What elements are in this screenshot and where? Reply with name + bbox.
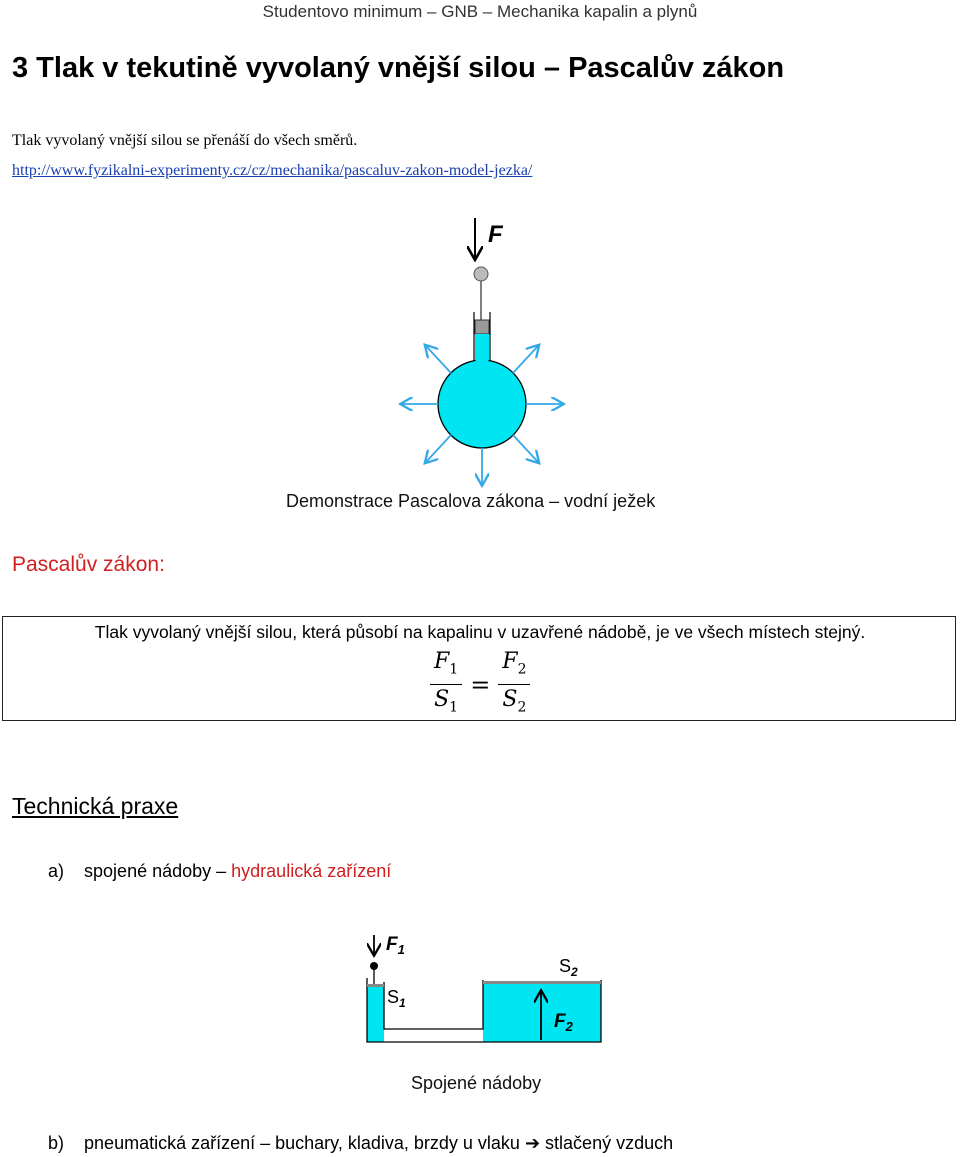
item-b-text: pneumatická zařízení – buchary, kladiva, brzdy u vlaku: [84, 1133, 520, 1153]
page-header: Studentovo minimum – GNB – Mechanika kapalin a plynů: [262, 2, 698, 21]
item-b-marker: b): [48, 1133, 65, 1153]
figure2-caption: Spojené nádoby: [411, 1073, 542, 1093]
equals-sign: =: [470, 671, 491, 699]
technical-practice-heading: Technická praxe: [12, 793, 179, 819]
svg-text:S1: $S_1$: [387, 987, 406, 1010]
piston-head: [475, 320, 489, 334]
arrow-right-icon: ➔: [524, 1133, 541, 1153]
piston-knob: [474, 267, 488, 281]
law-heading: Pascalův zákon:: [12, 553, 165, 576]
fraction-right: $\frac{F_2}{S_2}$: [498, 648, 530, 722]
pascal-formula: [430, 650, 530, 720]
fraction-left: $\frac{F_1}{S_1}$: [430, 648, 462, 722]
piston-small: [367, 984, 384, 987]
experiment-link[interactable]: http://www.fyzikalni-experimenty.cz/cz/mechanika/pascaluv-zakon-model-jezka/: [12, 162, 533, 179]
item-b: [48, 1133, 673, 1154]
item-a-red-text: hydraulická zařízení: [231, 861, 392, 881]
force-label: F: [488, 221, 503, 248]
section-title: 3 Tlak v tekutině vyvolaný vnější silou – Pascalův zákon: [12, 52, 785, 84]
svg-text:S2: $S_2$: [559, 956, 578, 979]
piston-large: [483, 981, 601, 984]
connected-vessels-diagram: [360, 930, 610, 1045]
item-a: [48, 861, 391, 882]
water-sphere: [438, 360, 526, 448]
item-a-marker: a): [48, 861, 65, 881]
svg-text:F2: $F_2$: [554, 1011, 573, 1034]
item-a-text: spojené nádoby –: [84, 861, 232, 881]
figure1-caption: Demonstrace Pascalova zákona – vodní ježek: [286, 491, 656, 511]
water-hedgehog-diagram: [380, 212, 580, 492]
item-b-end: stlačený vzduch: [545, 1133, 674, 1153]
svg-text:F1: $F_1$: [386, 934, 405, 957]
law-text: Tlak vyvolaný vnější silou, která působí na kapalinu v uzavřené nádobě, je ve všech místech stejný.: [94, 622, 866, 642]
intro-text: Tlak vyvolaný vnější silou se přenáší do všech směrů.: [12, 132, 358, 149]
